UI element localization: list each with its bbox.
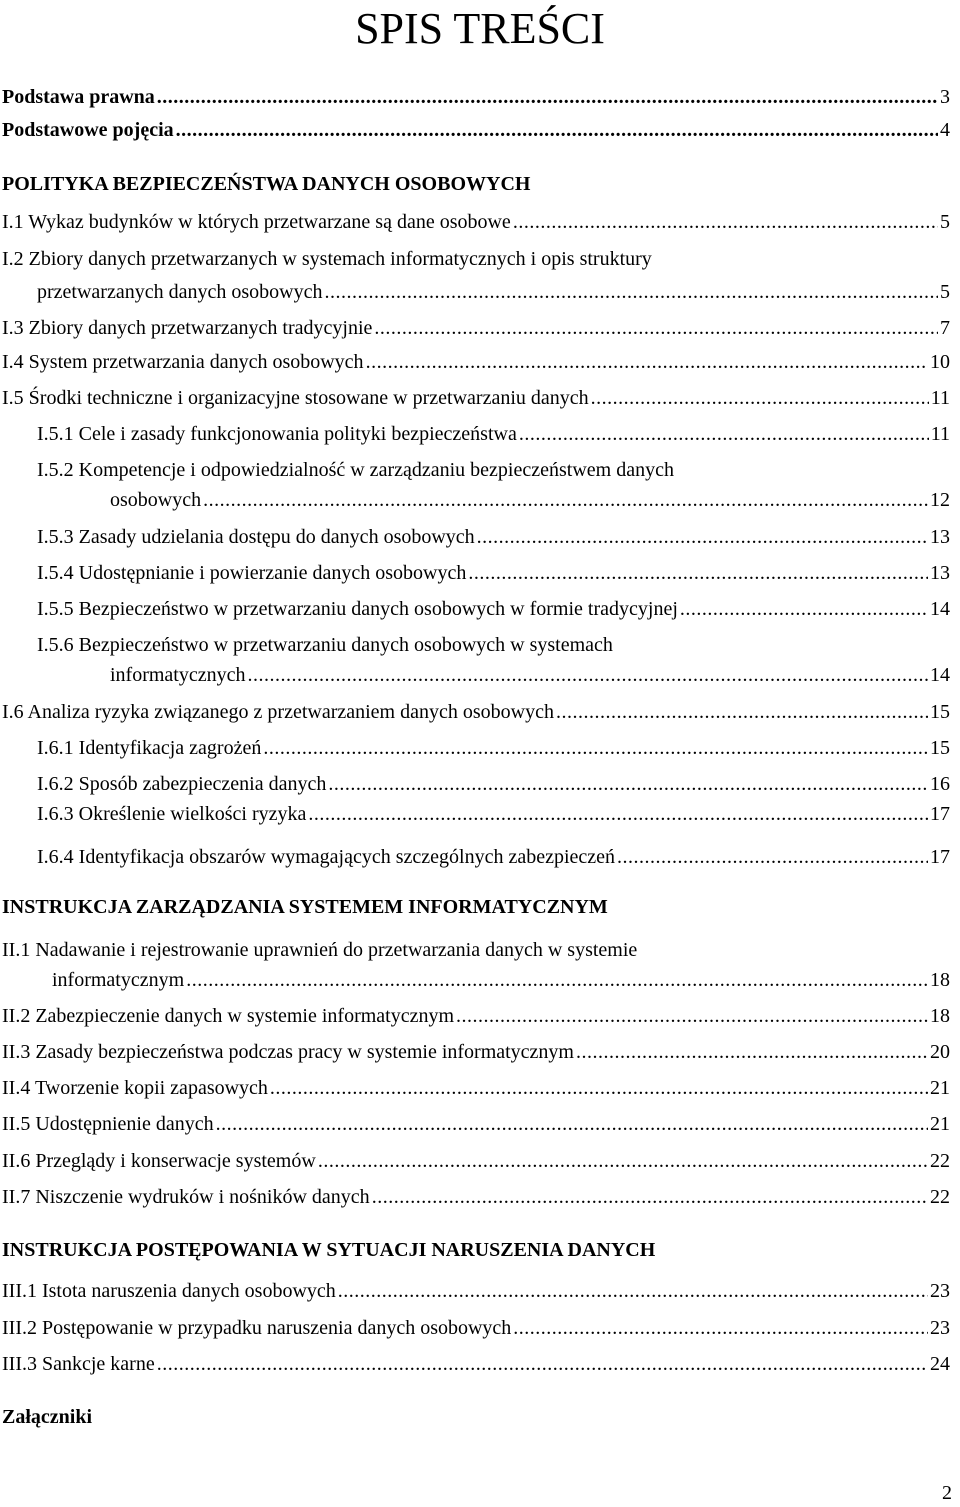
- toc-entry-ii5[interactable]: [2, 1111, 950, 1137]
- toc-entry-label: II.7 Niszczenie wydruków i nośników danych: [2, 1186, 370, 1208]
- toc-entry-i63[interactable]: [37, 801, 950, 827]
- toc-entry-i6[interactable]: [2, 699, 950, 725]
- toc-entry-label: I.1 Wykaz budynków w których przetwarzane są dane osobowe: [2, 211, 511, 233]
- toc-entry-label: informatycznych: [110, 664, 246, 686]
- dot-leader: [186, 967, 928, 993]
- section-heading-instrukcja-zarzadzania[interactable]: INSTRUKCJA ZARZĄDZANIA SYSTEMEM INFORMATYCZNYM: [2, 896, 608, 918]
- toc-entry-i56[interactable]: [110, 662, 950, 688]
- dot-leader: [591, 385, 929, 411]
- dot-leader: [338, 1278, 928, 1304]
- toc-page-number: 20: [930, 1041, 950, 1063]
- toc-page-number: 16: [930, 773, 950, 795]
- toc-entry-label: informatycznym: [52, 969, 185, 991]
- toc-page-number: 11: [930, 387, 950, 409]
- toc-page-number: 7: [940, 317, 950, 339]
- toc-entry-i2-line1[interactable]: I.2 Zbiory danych przetwarzanych w systemach informatycznych i opis struktury: [2, 248, 652, 270]
- dot-leader: [680, 596, 928, 622]
- dot-leader: [216, 1111, 928, 1137]
- toc-page-number: 13: [930, 562, 950, 584]
- toc-page-number: 5: [940, 281, 950, 303]
- dot-leader: [308, 801, 928, 827]
- section-heading-polityka[interactable]: POLITYKA BEZPIECZEŃSTWA DANYCH OSOBOWYCH: [2, 173, 531, 195]
- toc-page-number: 11: [930, 423, 950, 445]
- toc-entry-ii1-line1[interactable]: II.1 Nadawanie i rejestrowanie uprawnień do przetwarzania danych w systemie: [2, 939, 638, 961]
- toc-entry-label: przetwarzanych danych osobowych: [37, 281, 323, 303]
- dot-leader: [456, 1003, 928, 1029]
- toc-entry-i51[interactable]: [37, 421, 950, 447]
- toc-page-number: 3: [940, 86, 950, 108]
- toc-page-number: 18: [930, 969, 950, 991]
- attachments-heading[interactable]: Załączniki: [2, 1406, 93, 1428]
- toc-entry-label: I.5.1 Cele i zasady funkcjonowania polityki bezpieczeństwa: [37, 423, 517, 445]
- toc-entry-label: II.2 Zabezpieczenie danych w systemie informatycznym: [2, 1005, 455, 1027]
- toc-page-number: 23: [930, 1280, 950, 1302]
- section-heading-instrukcja-postepowania[interactable]: INSTRUKCJA POSTĘPOWANIA W SYTUACJI NARUSZENIA DANYCH: [2, 1239, 656, 1261]
- toc-entry-label: I.6 Analiza ryzyka związanego z przetwarzaniem danych osobowych: [2, 701, 554, 723]
- toc-entry-i2[interactable]: [37, 279, 950, 305]
- toc-entry-label: I.6.3 Określenie wielkości ryzyka: [37, 803, 307, 825]
- toc-entry-label: I.6.4 Identyfikacja obszarów wymagających szczególnych zabezpieczeń: [37, 846, 616, 868]
- toc-page-number: 12: [930, 489, 950, 511]
- toc-entry-i52[interactable]: [110, 487, 950, 513]
- dot-leader: [328, 771, 928, 797]
- dot-leader: [519, 421, 929, 447]
- toc-entry-i53[interactable]: [37, 524, 950, 550]
- toc-entry-label: I.3 Zbiory danych przetwarzanych tradycyjnie: [2, 317, 373, 339]
- page-title: SPIS TREŚCI: [355, 4, 605, 53]
- toc-entry-i4[interactable]: [2, 349, 950, 375]
- toc-entry-iii2[interactable]: [2, 1315, 950, 1341]
- dot-leader: [270, 1075, 928, 1101]
- toc-entry-label: I.5.3 Zasady udzielania dostępu do danych osobowych: [37, 526, 475, 548]
- toc-page-number: 21: [930, 1077, 950, 1099]
- dot-leader: [248, 662, 929, 688]
- toc-entry-label: I.6.2 Sposób zabezpieczenia danych: [37, 773, 327, 795]
- dot-leader: [617, 844, 928, 870]
- toc-entry-label: I.5.5 Bezpieczeństwo w przetwarzaniu danych osobowych w formie tradycyjnej: [37, 598, 678, 620]
- toc-entry-i56-line1[interactable]: I.5.6 Bezpieczeństwo w przetwarzaniu danych osobowych w systemach: [37, 634, 613, 656]
- toc-entry-ii1[interactable]: [52, 967, 950, 993]
- toc-entry-i62[interactable]: [37, 771, 950, 797]
- toc-entry-i52-line1[interactable]: I.5.2 Kompetencje i odpowiedzialność w zarządzaniu bezpieczeństwem danych: [37, 459, 674, 481]
- toc-entry-ii7[interactable]: [2, 1184, 950, 1210]
- toc-page-number: 17: [930, 846, 950, 868]
- toc-page-number: 15: [930, 737, 950, 759]
- toc-entry-label: Podstawa prawna: [2, 86, 155, 108]
- dot-leader: [157, 1351, 928, 1377]
- toc-page-number: 24: [930, 1353, 950, 1375]
- toc-entry-podstawa-prawna[interactable]: [2, 84, 950, 110]
- toc-entry-label: II.5 Udostępnienie danych: [2, 1113, 214, 1135]
- toc-entry-i3[interactable]: [2, 315, 950, 341]
- toc-entry-i55[interactable]: [37, 596, 950, 622]
- dot-leader: [203, 487, 928, 513]
- dot-leader: [318, 1148, 928, 1174]
- toc-entry-iii1[interactable]: [2, 1278, 950, 1304]
- toc-entry-label: III.2 Postępowanie w przypadku naruszenia danych osobowych: [2, 1317, 512, 1339]
- toc-page-number: 13: [930, 526, 950, 548]
- dot-leader: [324, 279, 938, 305]
- toc-entry-ii2[interactable]: [2, 1003, 950, 1029]
- toc-entry-podstawowe-pojecia[interactable]: [2, 117, 950, 143]
- toc-entry-label: osobowych: [110, 489, 202, 511]
- toc-entry-i5[interactable]: [2, 385, 950, 411]
- toc-page-number: 23: [930, 1317, 950, 1339]
- toc-page-number: 22: [930, 1186, 950, 1208]
- toc-entry-i1[interactable]: [2, 209, 950, 235]
- dot-leader: [263, 735, 928, 761]
- toc-page-number: 4: [940, 119, 950, 141]
- toc-entry-label: I.6.1 Identyfikacja zagrożeń: [37, 737, 262, 759]
- toc-page-number: 18: [930, 1005, 950, 1027]
- toc-entry-label: II.6 Przeglądy i konserwacje systemów: [2, 1150, 316, 1172]
- dot-leader: [513, 1315, 928, 1341]
- toc-entry-label: Podstawowe pojęcia: [2, 119, 174, 141]
- toc-entry-i61[interactable]: [37, 735, 950, 761]
- toc-page-number: 22: [930, 1150, 950, 1172]
- toc-entry-ii4[interactable]: [2, 1075, 950, 1101]
- toc-entry-iii3[interactable]: [2, 1351, 950, 1377]
- toc-page-number: 15: [930, 701, 950, 723]
- toc-entry-label: III.1 Istota naruszenia danych osobowych: [2, 1280, 336, 1302]
- toc-entry-i54[interactable]: [37, 560, 950, 586]
- dot-leader: [176, 117, 938, 143]
- toc-page-number: 14: [930, 664, 950, 686]
- toc-page-number: 14: [930, 598, 950, 620]
- dot-leader: [576, 1039, 928, 1065]
- toc-entry-label: III.3 Sankcje karne: [2, 1353, 155, 1375]
- toc-entry-i64[interactable]: [37, 844, 950, 870]
- dot-leader: [366, 349, 928, 375]
- dot-leader: [513, 209, 938, 235]
- toc-entry-ii3[interactable]: [2, 1039, 950, 1065]
- dot-leader: [372, 1184, 928, 1210]
- toc-page-number: 10: [930, 351, 950, 373]
- toc-page-number: 21: [930, 1113, 950, 1135]
- dot-leader: [556, 699, 928, 725]
- toc-entry-label: I.5 Środki techniczne i organizacyjne stosowane w przetwarzaniu danych: [2, 387, 589, 409]
- toc-page-number: 17: [930, 803, 950, 825]
- dot-leader: [477, 524, 928, 550]
- dot-leader: [374, 315, 938, 341]
- dot-leader: [157, 84, 938, 110]
- toc-page-number: 5: [940, 211, 950, 233]
- page-number: 2: [942, 1482, 952, 1504]
- toc-entry-ii6[interactable]: [2, 1148, 950, 1174]
- dot-leader: [468, 560, 928, 586]
- toc-entry-label: I.4 System przetwarzania danych osobowych: [2, 351, 364, 373]
- toc-entry-label: II.4 Tworzenie kopii zapasowych: [2, 1077, 268, 1099]
- toc-entry-label: I.5.4 Udostępnianie i powierzanie danych osobowych: [37, 562, 467, 584]
- toc-entry-label: II.3 Zasady bezpieczeństwa podczas pracy w systemie informatycznym: [2, 1041, 574, 1063]
